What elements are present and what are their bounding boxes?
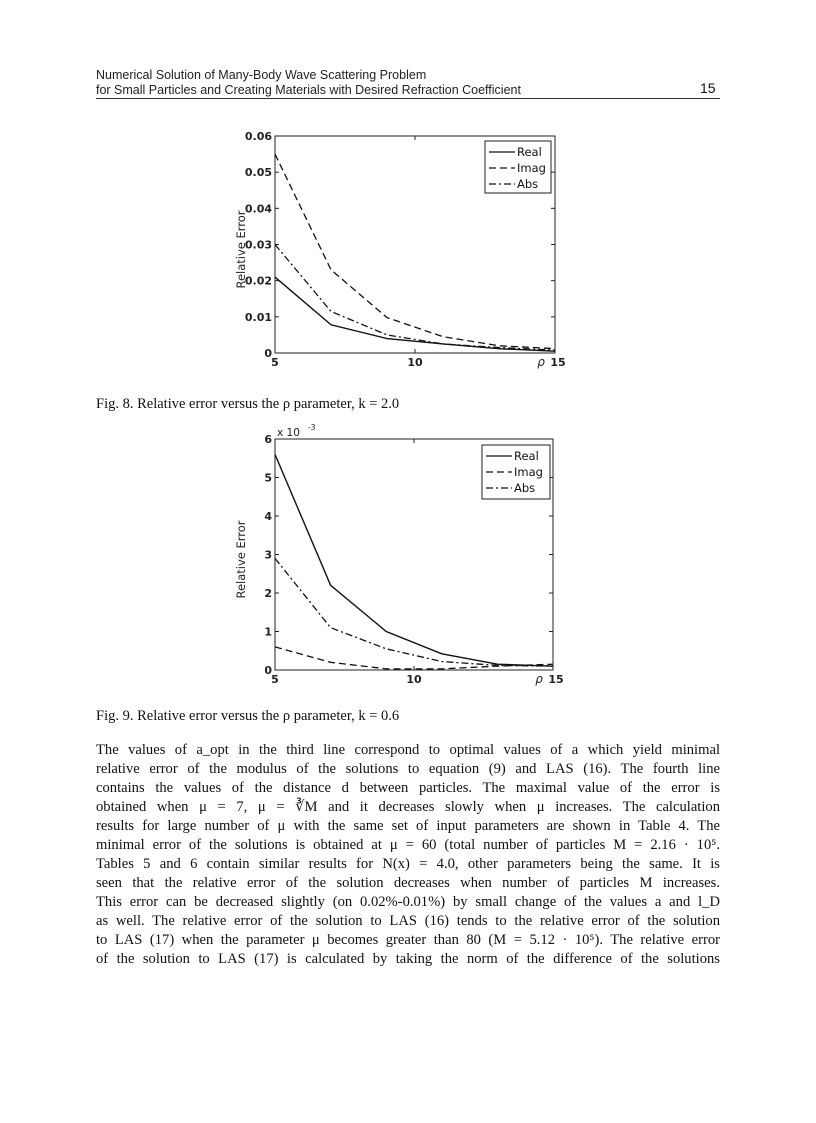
y-tick-label: 0.03 <box>244 238 272 252</box>
x-tick-label: 15 <box>548 673 564 686</box>
x-axis-label: ρ <box>537 355 545 369</box>
legend-label: Imag <box>517 161 546 175</box>
paragraph-line: of the solution to LAS (17) is calculated by taking the norm of the difference of the solutions <box>96 951 720 967</box>
page-number: 15 <box>700 80 716 96</box>
paragraph-line: This error can be decreased slightly (on 0.02%-0.01%) by small change of the values a and l_D <box>96 894 720 910</box>
x-tick-label: 5 <box>271 673 279 686</box>
y-tick-label: 0.02 <box>244 274 272 288</box>
y-tick-label: 1 <box>264 625 272 639</box>
legend-label: Real <box>514 449 539 463</box>
paragraph-line: obtained when μ = 7, μ = ∛M and it decreases slowly when μ increases. The calculation <box>96 799 720 815</box>
x-tick-label: 15 <box>550 356 566 369</box>
paragraph-line: The values of a_opt in the third line correspond to optimal values of a which yield minimal <box>96 742 720 758</box>
y-tick-label: 0.06 <box>244 130 272 143</box>
y-axis-label: Relative Error <box>234 520 248 599</box>
paragraph-line: relative error of the modulus of the solutions to equation (9) and LAS (16). The fourth line <box>96 761 720 777</box>
paragraph-line: to LAS (17) when the parameter μ becomes greater than 80 (M = 5.12 · 10⁵). The relative error <box>96 932 720 948</box>
y-tick-label: 5 <box>264 471 272 485</box>
x-tick-label: 10 <box>406 673 422 686</box>
figure-8-caption: Fig. 8. Relative error versus the ρ parameter, k = 2.0 <box>96 396 400 412</box>
y-tick-label: 0.05 <box>244 166 272 180</box>
body-paragraph <box>96 741 720 969</box>
paragraph-line: results for large number of μ with the same set of input parameters are shown in Table 4. The <box>96 818 720 834</box>
legend-label: Real <box>517 145 542 159</box>
y-tick-label: 6 <box>264 433 272 446</box>
x-axis-label: ρ <box>535 672 543 686</box>
figure-9-caption: Fig. 9. Relative error versus the ρ parameter, k = 0.6 <box>96 708 400 724</box>
x-tick-label: 10 <box>407 356 423 369</box>
paragraph-line: seen that the relative error of the solution decreases when number of particles M increases. <box>96 875 720 891</box>
legend-label: Abs <box>517 177 539 191</box>
y-tick-label: 4 <box>264 510 272 523</box>
paragraph-line: as well. The relative error of the solution to LAS (16) tends to the relative error of the solution <box>96 913 720 929</box>
legend-label: Abs <box>514 481 536 495</box>
y-tick-label: 0 <box>264 347 272 360</box>
paragraph-line: Tables 5 and 6 contain similar results for N(x) = 4.0, other parameters being the same. It is <box>96 856 720 872</box>
y-tick-label: 3 <box>264 548 272 562</box>
axis-multiplier: x 10 <box>277 427 300 439</box>
y-tick-label: 0.01 <box>244 310 272 324</box>
axis-multiplier-exponent: -3 <box>308 423 316 432</box>
x-tick-label: 5 <box>271 356 279 369</box>
y-tick-label: 0.04 <box>244 202 272 216</box>
legend-label: Imag <box>514 465 543 479</box>
paragraph-line: minimal error of the solutions is obtained at μ = 60 (total number of particles M = 2.16 · 10⁵. <box>96 837 720 853</box>
y-tick-label: 0 <box>264 664 272 677</box>
y-axis-label: Relative Error <box>234 210 248 289</box>
y-tick-label: 2 <box>264 587 272 600</box>
running-header-line2: for Small Particles and Creating Materials with Desired Refraction Coefficient <box>96 83 521 97</box>
running-header-line1: Numerical Solution of Many-Body Wave Scattering Problem <box>96 68 427 82</box>
paragraph-line: contains the values of the distance d between particles. The maximal value of the error is <box>96 780 720 796</box>
